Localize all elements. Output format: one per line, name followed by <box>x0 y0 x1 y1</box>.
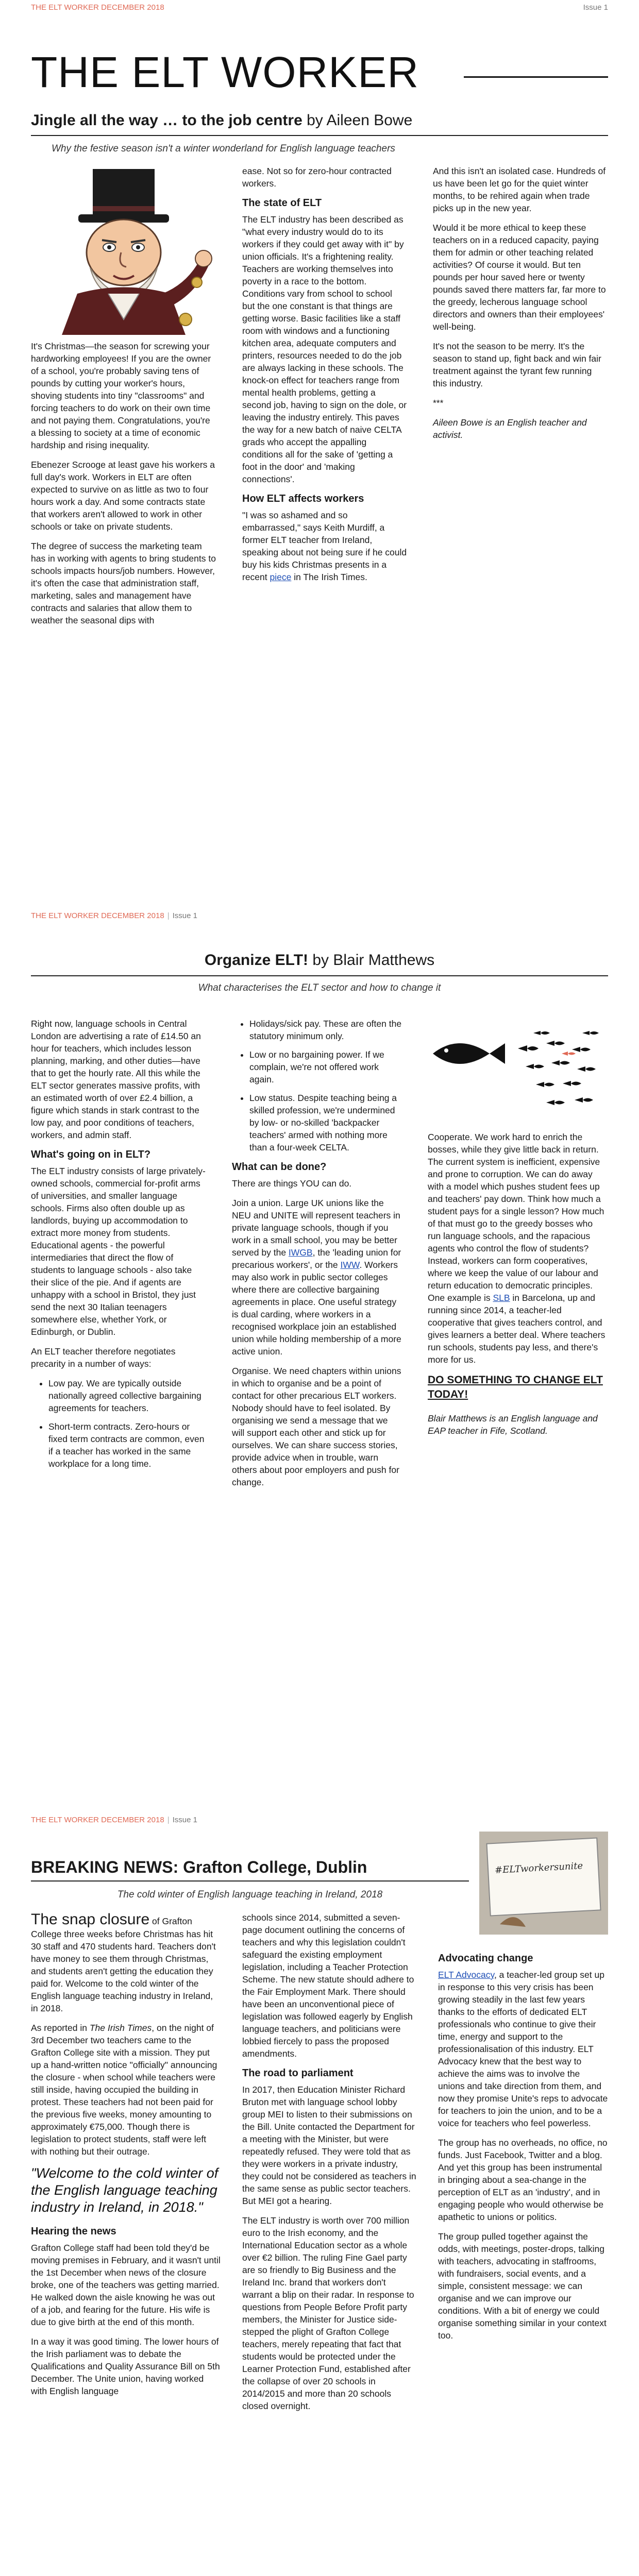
placard-text: #ELTworkersunite <box>494 1860 583 1876</box>
running-head <box>31 0 608 15</box>
iww-link[interactable]: IWW <box>340 1260 360 1270</box>
running-head-title: THE ELT WORKER DECEMBER 2018 <box>31 3 164 12</box>
standfirst: The cold winter of English language teaching in Ireland, 2018 <box>117 1889 383 1900</box>
pull-quote: "Welcome to the cold winter of the English language teaching industry in Ireland, in 2018." <box>31 2165 218 2215</box>
placard-photo <box>479 1832 608 1935</box>
headline-main: BREAKING NEWS: Grafton College, Dublin <box>31 1858 367 1876</box>
section-heading: What's going on in ELT? <box>31 1149 151 1160</box>
paragraph: Right now, language schools in Central London are advertising a rate of £14.50 an hour for teachers, which includes lesson planning, marking, and other duties—have that to get the hourly rate. All this while the ELT sector generates massive profits, with an estimated worth of over £2.4 billion, a figure which stands in stark contrast to the low pay, and poor conditions of teachers, workers, and admin staff. <box>31 1019 201 1140</box>
placard-icon <box>479 1832 608 1935</box>
section-heading: Hearing the news <box>31 2226 116 2237</box>
dropcap-lead: The snap closure <box>31 1911 150 1928</box>
article-headline <box>31 951 608 970</box>
headline-rule <box>31 975 608 976</box>
paragraph-text: , a teacher-led group set up in response to this very crisis has been growing steadily in the last few years thanks to the efforts of dedicated ELT professionals who continue to give their time, energy and support to the professionalisation of this industry. ELT Advocacy knew that the best way to achieve the aims was to involve the unions and take direction from them, and now they promise Unite's reps to advocate for teachers to join the union, and to be a voice for teachers who feel powerless. <box>438 1970 608 2128</box>
headline-main: Organize ELT! <box>204 952 309 969</box>
paragraph: And this isn't an isolated case. Hundreds of us have been let go for the quiet winter months, to be rehired again when trade picks up in the new year. <box>433 166 606 213</box>
standfirst: Why the festive season isn't a winter wonderland for English language teachers <box>52 143 395 154</box>
p3-column-2 <box>242 1911 417 2419</box>
section-heading: The state of ELT <box>242 197 322 209</box>
paragraph: An ELT teacher therefore negotiates precarity in a number of ways: <box>31 1346 176 1369</box>
masthead-rule <box>464 76 608 78</box>
paragraph <box>31 1911 222 2014</box>
paragraph-text: of Grafton College three weeks before Christmas has hit 30 staff and 470 students hard. Teachers don't have money to see them through Christmas, and students aren't getting the education they paid for. Welcome to the cold winter of the English language teaching industry in Ireland, in 2018. <box>31 1916 216 2013</box>
article-headline <box>31 111 608 130</box>
paragraph: Ebenezer Scrooge at least gave his workers a full day's work. Workers in ELT are often expected to survive on as little as two to four hours work a day. And some contracts state that workers aren't allowed to work in other schools or take on private students. <box>31 460 215 532</box>
list-item: • Low pay. We are typically outside nationally agreed collective bargaining agreements for teachers. <box>48 1377 206 1414</box>
headline-byline: by Aileen Bowe <box>307 112 413 129</box>
p1-column-1 <box>31 340 216 634</box>
scrooge-illustration <box>31 165 216 335</box>
masthead: THE ELT WORKER <box>31 48 419 96</box>
paragraph: schools since 2014, submitted a seven-page document outlining the concerns of teachers and why this legislation couldn't safeguard the existing employment legislation, including a Teacher Protection Scheme. The new statute should adhere to the Fair Employment Mark. There should have been an unconventional piece of legislation was followed eagerly by English language teachers, and politicians were lobbied fiercely to pass the proposed amendments. <box>242 1912 414 2059</box>
author-bio: Blair Matthews is an English language and EAP teacher in Fife, Scotland. <box>428 1413 598 1436</box>
author-bio: Aileen Bowe is an English teacher and activist. <box>433 417 587 440</box>
paragraph <box>242 509 407 583</box>
list-item: • Short-term contracts. Zero-hours or fixed term contracts are common, even if a teacher has worked in the same workplace for a long time. <box>48 1420 206 1470</box>
headline-rule <box>31 135 608 136</box>
paragraph-text: in Barcelona, up and running since 2014, a teacher-led cooperative that gives teachers control, and gives learners a better deal. Where teachers run schools, students pay less, and there's more for us. <box>428 1293 606 1365</box>
p3-column-1 <box>31 1911 222 2404</box>
page-1 <box>0 0 639 904</box>
paragraph-text: , the 'leading union for precarious workers', or the <box>232 1247 401 1270</box>
quote-source: in The Irish Times. <box>291 572 367 582</box>
paragraph: There are things YOU can do. <box>232 1178 352 1189</box>
paragraph: Would it be more ethical to keep these teachers on in a reduced capacity, paying them for admin or other teaching related activities? Of course it would. But ten pounds per hour saved here or twenty pounds saved there matters far, far more to the greedy, lecherous language school directors and owners than their employees' well-being. <box>433 223 606 332</box>
paragraph: The group pulled together against the odds, with meetings, poster-drops, talking with teachers, advocating in staffrooms, with fundraisers, social events, and a simple, consistent message: we can organise and we can improve our conditions. With a bit of energy we could organise something similar in your context too. <box>438 2231 607 2341</box>
paragraph-text: , on the night of 3rd December two teachers came to the Grafton College site with a mission. They put up a hand-written notice "officially" announcing the closure - when school while teachers were still inside, having occupied the building in protest. These teachers had not been paid for the previous five weeks, money amounting to approximately €75,000. Though there is legislation to protect students, staff were left with nothing but their outrage. <box>31 2023 217 2157</box>
paragraph-text: Join a union. Large UK unions like the NEU and UNITE will represent teachers in private language schools, though if you work in a small school, you may be better served by the <box>232 1198 400 1258</box>
running-head-issue: Issue 1 <box>172 1816 197 1824</box>
p1-column-3 <box>433 165 608 448</box>
slb-link[interactable]: SLB <box>493 1293 510 1303</box>
paragraph: ease. Not so for zero-hour contracted workers. <box>242 166 392 189</box>
fish-illustration <box>428 1018 608 1121</box>
section-heading: How ELT affects workers <box>242 493 364 504</box>
running-head: THE ELT WORKER DECEMBER 2018 | Issue 1 <box>31 1816 197 1824</box>
paragraph: The ELT industry is worth over 700 million euro to the Irish economy, and the International Education sector as a whole over €2 billion. The ruling Fine Gael party are so friendly to Big Business and the Ireland Inc. brand that workers don't warrant a blip on their radar. In response to questions from People Before Profit party members, the Minister for Justice side-stepped the plight of Grafton College teachers, merely repeating that fact that students would be protected under the Learner Protection Fund, established after the collapse of over 20 schools in 2014/2015 and more than 20 schools closed overnight. <box>242 2215 414 2411</box>
paragraph: In 2017, then Education Minister Richard Bruton met with language school lobby group MEI to listen to their submissions on the Bill. Unite contacted the Department for a meeting with the Minister, but were repeatedly refused. They were told that as they were workers in a private industry, they could not be considered as teachers in the same sense as public sector teachers. But MEI got a hearing. <box>242 2084 416 2206</box>
list-item: • Low status. Despite teaching being a skilled profession, we're undermined by low- or no-skilled 'backpacker teachers' armed with nothing more than a four-week CELTA. <box>249 1092 402 1154</box>
elt-advocacy-link[interactable]: ELT Advocacy <box>438 1970 494 1980</box>
paragraph: In a way it was good timing. The lower hours of the Irish parliament was to debate the Qualifications and Quality Assurance Bill on 5th December. The Unite union, having worked with English language <box>31 2336 220 2396</box>
section-separator: *** <box>433 398 444 408</box>
headline-rule <box>31 1880 469 1882</box>
standfirst: What characterises the ELT sector and how to change it <box>198 982 441 993</box>
section-heading: What can be done? <box>232 1161 327 1173</box>
top-hat-man-icon <box>31 165 216 335</box>
paragraph: It's Christmas—the season for screwing your hardworking employees! If you are the owner of a school, you're probably saving tens of pounds by cutting your worker's hours, shoving students into tiny "classrooms" and forcing teachers to do work on their own time and not paying them. Congratulations, you're a blessing to society at a time of economic hardship and rising inequality. <box>31 341 211 450</box>
running-head-issue: Issue 1 <box>583 3 608 12</box>
paragraph-text: . Workers may also work in public sector colleges where there are collective bargaining agreements in place. One useful strategy is dual carding, where workers in a recognised workplace join an established union while holding membership of a more active union. <box>232 1260 401 1357</box>
source-name: The Irish Times <box>89 2023 152 2033</box>
iwgb-link[interactable]: IWGB <box>288 1247 313 1258</box>
paragraph <box>232 1197 402 1358</box>
quote-text: "I was so ashamed and so embarrassed," says Keith Murdiff, a former ELT teacher from Ireland, speaking about not being sure if he could buy his kids Christmas presents in a recent <box>242 510 407 582</box>
paragraph: The ELT industry has been described as "what every industry would do to its workers if they could get away with it" by union officials. It's a frightening reality. Teachers are working themselves into poverty in a race to the bottom. Conditions vary from school to school but the one constant is that things are getting worse. Basic facilities like a staff room with windows and a functioning kitchen area, adequate computers and printers, resources needed to do the job are always lacking in these schools. The knock-on effect for teachers range from mental health problems, getting a second job, having to sign on the dole, or leaving the industry entirely. This paves the way for a new batch of naive CELTA grads who accept the appalling conditions all for the sake of 'getting a foot in the door' and 'making connections'. <box>242 214 407 484</box>
running-head-title: THE ELT WORKER DECEMBER 2018 <box>31 1816 164 1824</box>
page-3 <box>0 1808 639 2576</box>
section-heading: The road to parliament <box>242 2067 354 2079</box>
p2-column-1 <box>31 1018 206 1477</box>
paragraph: It's not the season to be merry. It's the season to stand up, fight back and win fair treatment against the tyrant few running this industry. <box>433 341 601 388</box>
p2-column-2 <box>232 1018 402 1496</box>
p3-column-3 <box>438 1945 608 2349</box>
list-item: • Low or no bargaining power. If we complain, we're not offered work again. <box>249 1048 402 1086</box>
paragraph <box>428 1131 608 1366</box>
paragraph <box>31 2022 222 2158</box>
fish-shoal-icon <box>428 1018 608 1121</box>
headline-byline: by Blair Matthews <box>312 952 435 969</box>
p1-column-2 <box>242 165 407 590</box>
paragraph <box>438 1969 608 2129</box>
running-head-issue: Issue 1 <box>172 911 197 920</box>
call-to-action: DO SOMETHING TO CHANGE ELT TODAY! <box>428 1374 603 1400</box>
list-item: • Holidays/sick pay. These are often the statutory minimum only. <box>249 1018 402 1042</box>
paragraph-text: Cooperate. We work hard to enrich the bosses, while they give little back in return. The current system is inefficient, expensive and prone to corruption. We can do away with a model which pushes student fees up and teachers' pay down. Think how much a student pays for a single lesson? How much of that must go to the greedy bosses who run language schools, and the rapacious agents who control the flow of students? Instead, workers can form cooperatives, where we keep the value of our labour and return education to democratic principles. One example is <box>428 1132 604 1303</box>
paragraph-text: As reported in <box>31 2023 90 2033</box>
running-head-title: THE ELT WORKER DECEMBER 2018 <box>31 911 164 920</box>
p2-column-3 <box>428 1131 608 1444</box>
section-heading: Advocating change <box>438 1953 533 1964</box>
paragraph: Organise. We need chapters within unions in which to organise and be a point of contact for other precarious ELT workers. Nobody should have to feel isolated. By organising we send a message that we will support each other and stick up for ourselves. We can share success stories, provide advice when in trouble, warn others about poor employers and push for change. <box>232 1366 401 1487</box>
precarity-list <box>31 1377 206 1470</box>
running-head: THE ELT WORKER DECEMBER 2018 | Issue 1 <box>31 911 197 920</box>
paragraph: The group has no overheads, no office, no funds. Just Facebook, Twitter and a blog. And yet this group has been instrumental in bringing about a sea-change in the perception of ELT as an 'industry', and in engaging people who would otherwise be apathetic to unions or politics. <box>438 2138 608 2222</box>
page-2 <box>0 904 639 1808</box>
paragraph: The ELT industry consists of large privately-owned schools, commercial for-profit arms of universities, and smaller language schools. Firms also often double up as landlords, buying up accommodation to extract more money from students. Educational agents - the powerful intermediaries that direct the flow of students to language schools - also take their slice of the pie. And if agents are unhappy with a school in Bristol, they just send the next 30 Italian teenagers somewhere else, whether York, or Edinburgh, or Dublin. <box>31 1166 206 1337</box>
paragraph: The degree of success the marketing team has in working with agents to bring students to schools impacts hours/job numbers. However, it's often the case that administration staff, marketing, sales and management have contracts and salaries that allow them to weather the seasonal dips with <box>31 541 216 625</box>
article-link[interactable]: piece <box>270 572 292 582</box>
paragraph: Grafton College staff had been told they'd be moving premises in February, and it wasn't until the 1st December when news of the closure broke, one of the teachers was getting married. He walked down the aisle knowing he was out of a job, and fearing for the future. His wife is due to give birth at the end of this month. <box>31 2243 221 2327</box>
precarity-list-continued <box>232 1018 402 1154</box>
headline-main: Jingle all the way … to the job centre <box>31 112 302 129</box>
